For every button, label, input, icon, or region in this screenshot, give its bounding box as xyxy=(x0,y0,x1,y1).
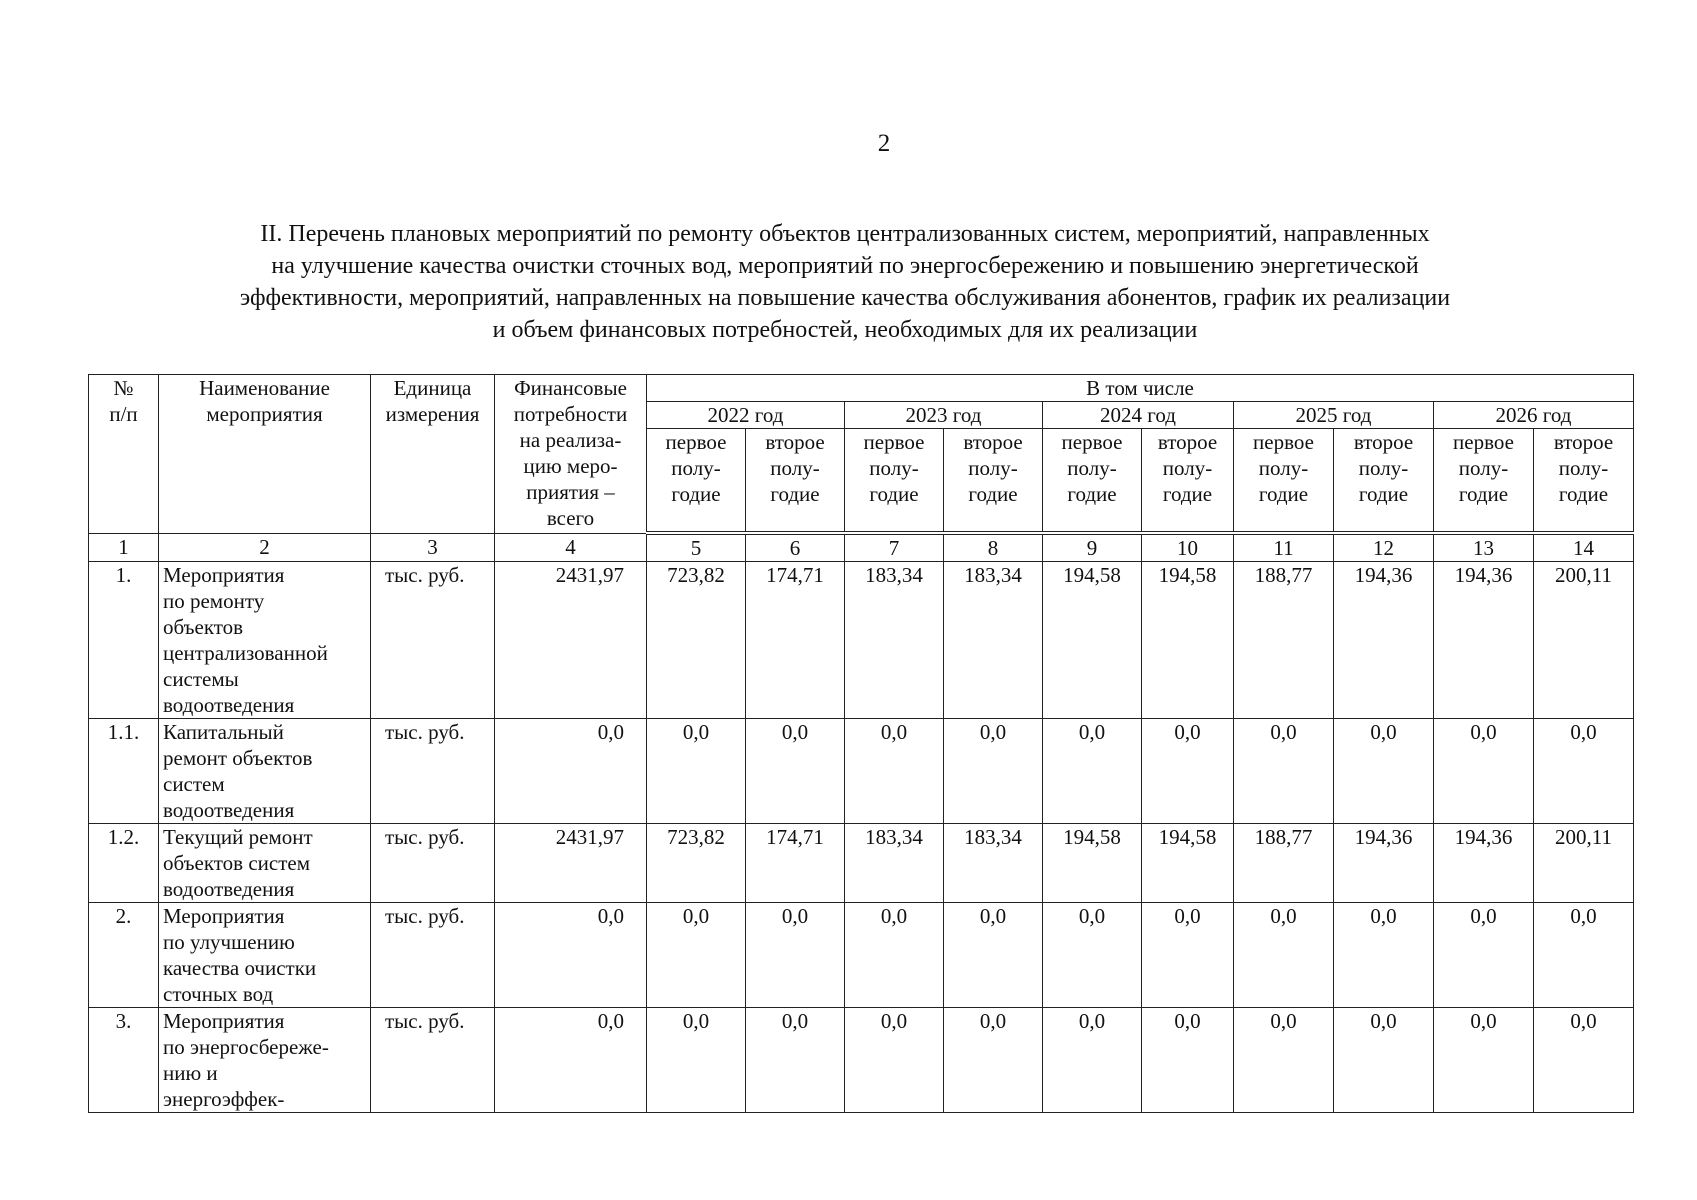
half-year-value: 188,77 xyxy=(1234,824,1334,903)
total-value: 0,0 xyxy=(495,1008,647,1113)
table-row xyxy=(89,824,1634,903)
half-year-value: 0,0 xyxy=(1043,903,1142,1008)
total-value: 0,0 xyxy=(495,719,647,824)
unit: тыс. руб. xyxy=(371,903,495,1008)
header-second-half: второе полу- годие xyxy=(1534,429,1634,534)
column-number: 10 xyxy=(1142,533,1234,562)
header-year: 2022 год xyxy=(647,402,845,429)
header-first-half: первое полу- годие xyxy=(1434,429,1534,534)
half-year-value: 183,34 xyxy=(845,824,944,903)
header-second-half: второе полу- годие xyxy=(746,429,845,534)
header-col-num: № п/п xyxy=(89,375,159,534)
header-second-half: второе полу- годие xyxy=(1334,429,1434,534)
table-row xyxy=(89,562,1634,719)
title-line: на улучшение качества очистки сточных вод, мероприятий по энергосбережению и повышению энергетической xyxy=(271,253,1419,279)
title-line: II. Перечень плановых мероприятий по ремонту объектов централизованных систем, мероприятий, направленных xyxy=(260,221,1430,247)
header-col-finance: Финансовые потребности на реализа- цию меро- приятия – всего xyxy=(495,375,647,534)
half-year-value: 0,0 xyxy=(746,903,845,1008)
column-number: 2 xyxy=(159,533,371,562)
half-year-value: 194,58 xyxy=(1142,824,1234,903)
half-year-value: 174,71 xyxy=(746,562,845,719)
half-year-value: 0,0 xyxy=(1142,903,1234,1008)
half-year-value: 0,0 xyxy=(944,719,1043,824)
half-year-value: 0,0 xyxy=(1434,1008,1534,1113)
total-value: 0,0 xyxy=(495,903,647,1008)
unit: тыс. руб. xyxy=(371,719,495,824)
total-value: 2431,97 xyxy=(495,562,647,719)
half-year-value: 0,0 xyxy=(845,719,944,824)
row-number: 3. xyxy=(89,1008,159,1113)
half-year-value: 0,0 xyxy=(1334,1008,1434,1113)
unit: тыс. руб. xyxy=(371,562,495,719)
plan-table xyxy=(88,374,1634,1113)
header-first-half: первое полу- годие xyxy=(647,429,746,534)
half-year-value: 0,0 xyxy=(647,1008,746,1113)
half-year-value: 0,0 xyxy=(1534,903,1634,1008)
half-year-value: 723,82 xyxy=(647,562,746,719)
document-title xyxy=(120,218,1570,346)
half-year-value: 200,11 xyxy=(1534,824,1634,903)
column-number: 12 xyxy=(1334,533,1434,562)
half-year-value: 723,82 xyxy=(647,824,746,903)
half-year-value: 0,0 xyxy=(845,903,944,1008)
total-value: 2431,97 xyxy=(495,824,647,903)
header-year: 2024 год xyxy=(1043,402,1234,429)
half-year-value: 200,11 xyxy=(1534,562,1634,719)
half-year-value: 0,0 xyxy=(1334,719,1434,824)
row-number: 1.2. xyxy=(89,824,159,903)
column-number: 7 xyxy=(845,533,944,562)
header-in-total: В том числе xyxy=(647,375,1634,402)
column-number: 9 xyxy=(1043,533,1142,562)
half-year-value: 183,34 xyxy=(845,562,944,719)
column-number: 14 xyxy=(1534,533,1634,562)
half-year-value: 0,0 xyxy=(1434,719,1534,824)
half-year-value: 0,0 xyxy=(1043,1008,1142,1113)
half-year-value: 194,58 xyxy=(1043,824,1142,903)
column-number: 8 xyxy=(944,533,1043,562)
half-year-value: 0,0 xyxy=(1234,1008,1334,1113)
header-second-half: второе полу- годие xyxy=(944,429,1043,534)
unit: тыс. руб. xyxy=(371,824,495,903)
activity-name: Мероприятия по улучшению качества очистки сточных вод xyxy=(159,903,371,1008)
half-year-value: 194,58 xyxy=(1142,562,1234,719)
activity-name: Мероприятия по энергосбереже- нию и энергоэффек- xyxy=(159,1008,371,1113)
page-number: 2 xyxy=(877,130,891,157)
row-number: 2. xyxy=(89,903,159,1008)
header-col-name: Наименование мероприятия xyxy=(159,375,371,534)
header-year: 2026 год xyxy=(1434,402,1634,429)
table-row xyxy=(89,719,1634,824)
half-year-value: 174,71 xyxy=(746,824,845,903)
title-line: эффективности, мероприятий, направленных на повышение качества обслуживания абонентов, график их реализации xyxy=(239,285,1451,311)
column-number: 3 xyxy=(371,533,495,562)
half-year-value: 0,0 xyxy=(1434,903,1534,1008)
header-first-half: первое полу- годие xyxy=(1234,429,1334,534)
header-second-half: второе полу- годие xyxy=(1142,429,1234,534)
half-year-value: 194,58 xyxy=(1043,562,1142,719)
row-number: 1.1. xyxy=(89,719,159,824)
half-year-value: 0,0 xyxy=(944,1008,1043,1113)
half-year-value: 183,34 xyxy=(944,562,1043,719)
column-number: 4 xyxy=(495,533,647,562)
column-number: 6 xyxy=(746,533,845,562)
half-year-value: 0,0 xyxy=(746,719,845,824)
title-line: и объем финансовых потребностей, необходимых для их реализации xyxy=(492,317,1198,343)
half-year-value: 0,0 xyxy=(1534,719,1634,824)
table-row xyxy=(89,903,1634,1008)
half-year-value: 194,36 xyxy=(1334,824,1434,903)
half-year-value: 0,0 xyxy=(746,1008,845,1113)
half-year-value: 0,0 xyxy=(647,719,746,824)
header-first-half: первое полу- годие xyxy=(1043,429,1142,534)
half-year-value: 0,0 xyxy=(647,903,746,1008)
column-number: 11 xyxy=(1234,533,1334,562)
unit: тыс. руб. xyxy=(371,1008,495,1113)
half-year-value: 194,36 xyxy=(1434,824,1534,903)
column-number: 13 xyxy=(1434,533,1534,562)
half-year-value: 0,0 xyxy=(944,903,1043,1008)
column-number: 1 xyxy=(89,533,159,562)
half-year-value: 0,0 xyxy=(845,1008,944,1113)
half-year-value: 0,0 xyxy=(1043,719,1142,824)
half-year-value: 0,0 xyxy=(1142,719,1234,824)
header-year: 2025 год xyxy=(1234,402,1434,429)
row-number: 1. xyxy=(89,562,159,719)
half-year-value: 194,36 xyxy=(1334,562,1434,719)
half-year-value: 0,0 xyxy=(1334,903,1434,1008)
half-year-value: 188,77 xyxy=(1234,562,1334,719)
half-year-value: 0,0 xyxy=(1234,903,1334,1008)
column-number: 5 xyxy=(647,533,746,562)
header-first-half: первое полу- годие xyxy=(845,429,944,534)
header-col-unit: Единица измерения xyxy=(371,375,495,534)
half-year-value: 183,34 xyxy=(944,824,1043,903)
activity-name: Капитальный ремонт объектов систем водоотведения xyxy=(159,719,371,824)
activity-name: Текущий ремонт объектов систем водоотведения xyxy=(159,824,371,903)
half-year-value: 0,0 xyxy=(1234,719,1334,824)
header-year: 2023 год xyxy=(845,402,1043,429)
table-row xyxy=(89,1008,1634,1113)
half-year-value: 0,0 xyxy=(1534,1008,1634,1113)
activity-name: Мероприятия по ремонту объектов централизованной системы водоотведения xyxy=(159,562,371,719)
half-year-value: 194,36 xyxy=(1434,562,1534,719)
half-year-value: 0,0 xyxy=(1142,1008,1234,1113)
